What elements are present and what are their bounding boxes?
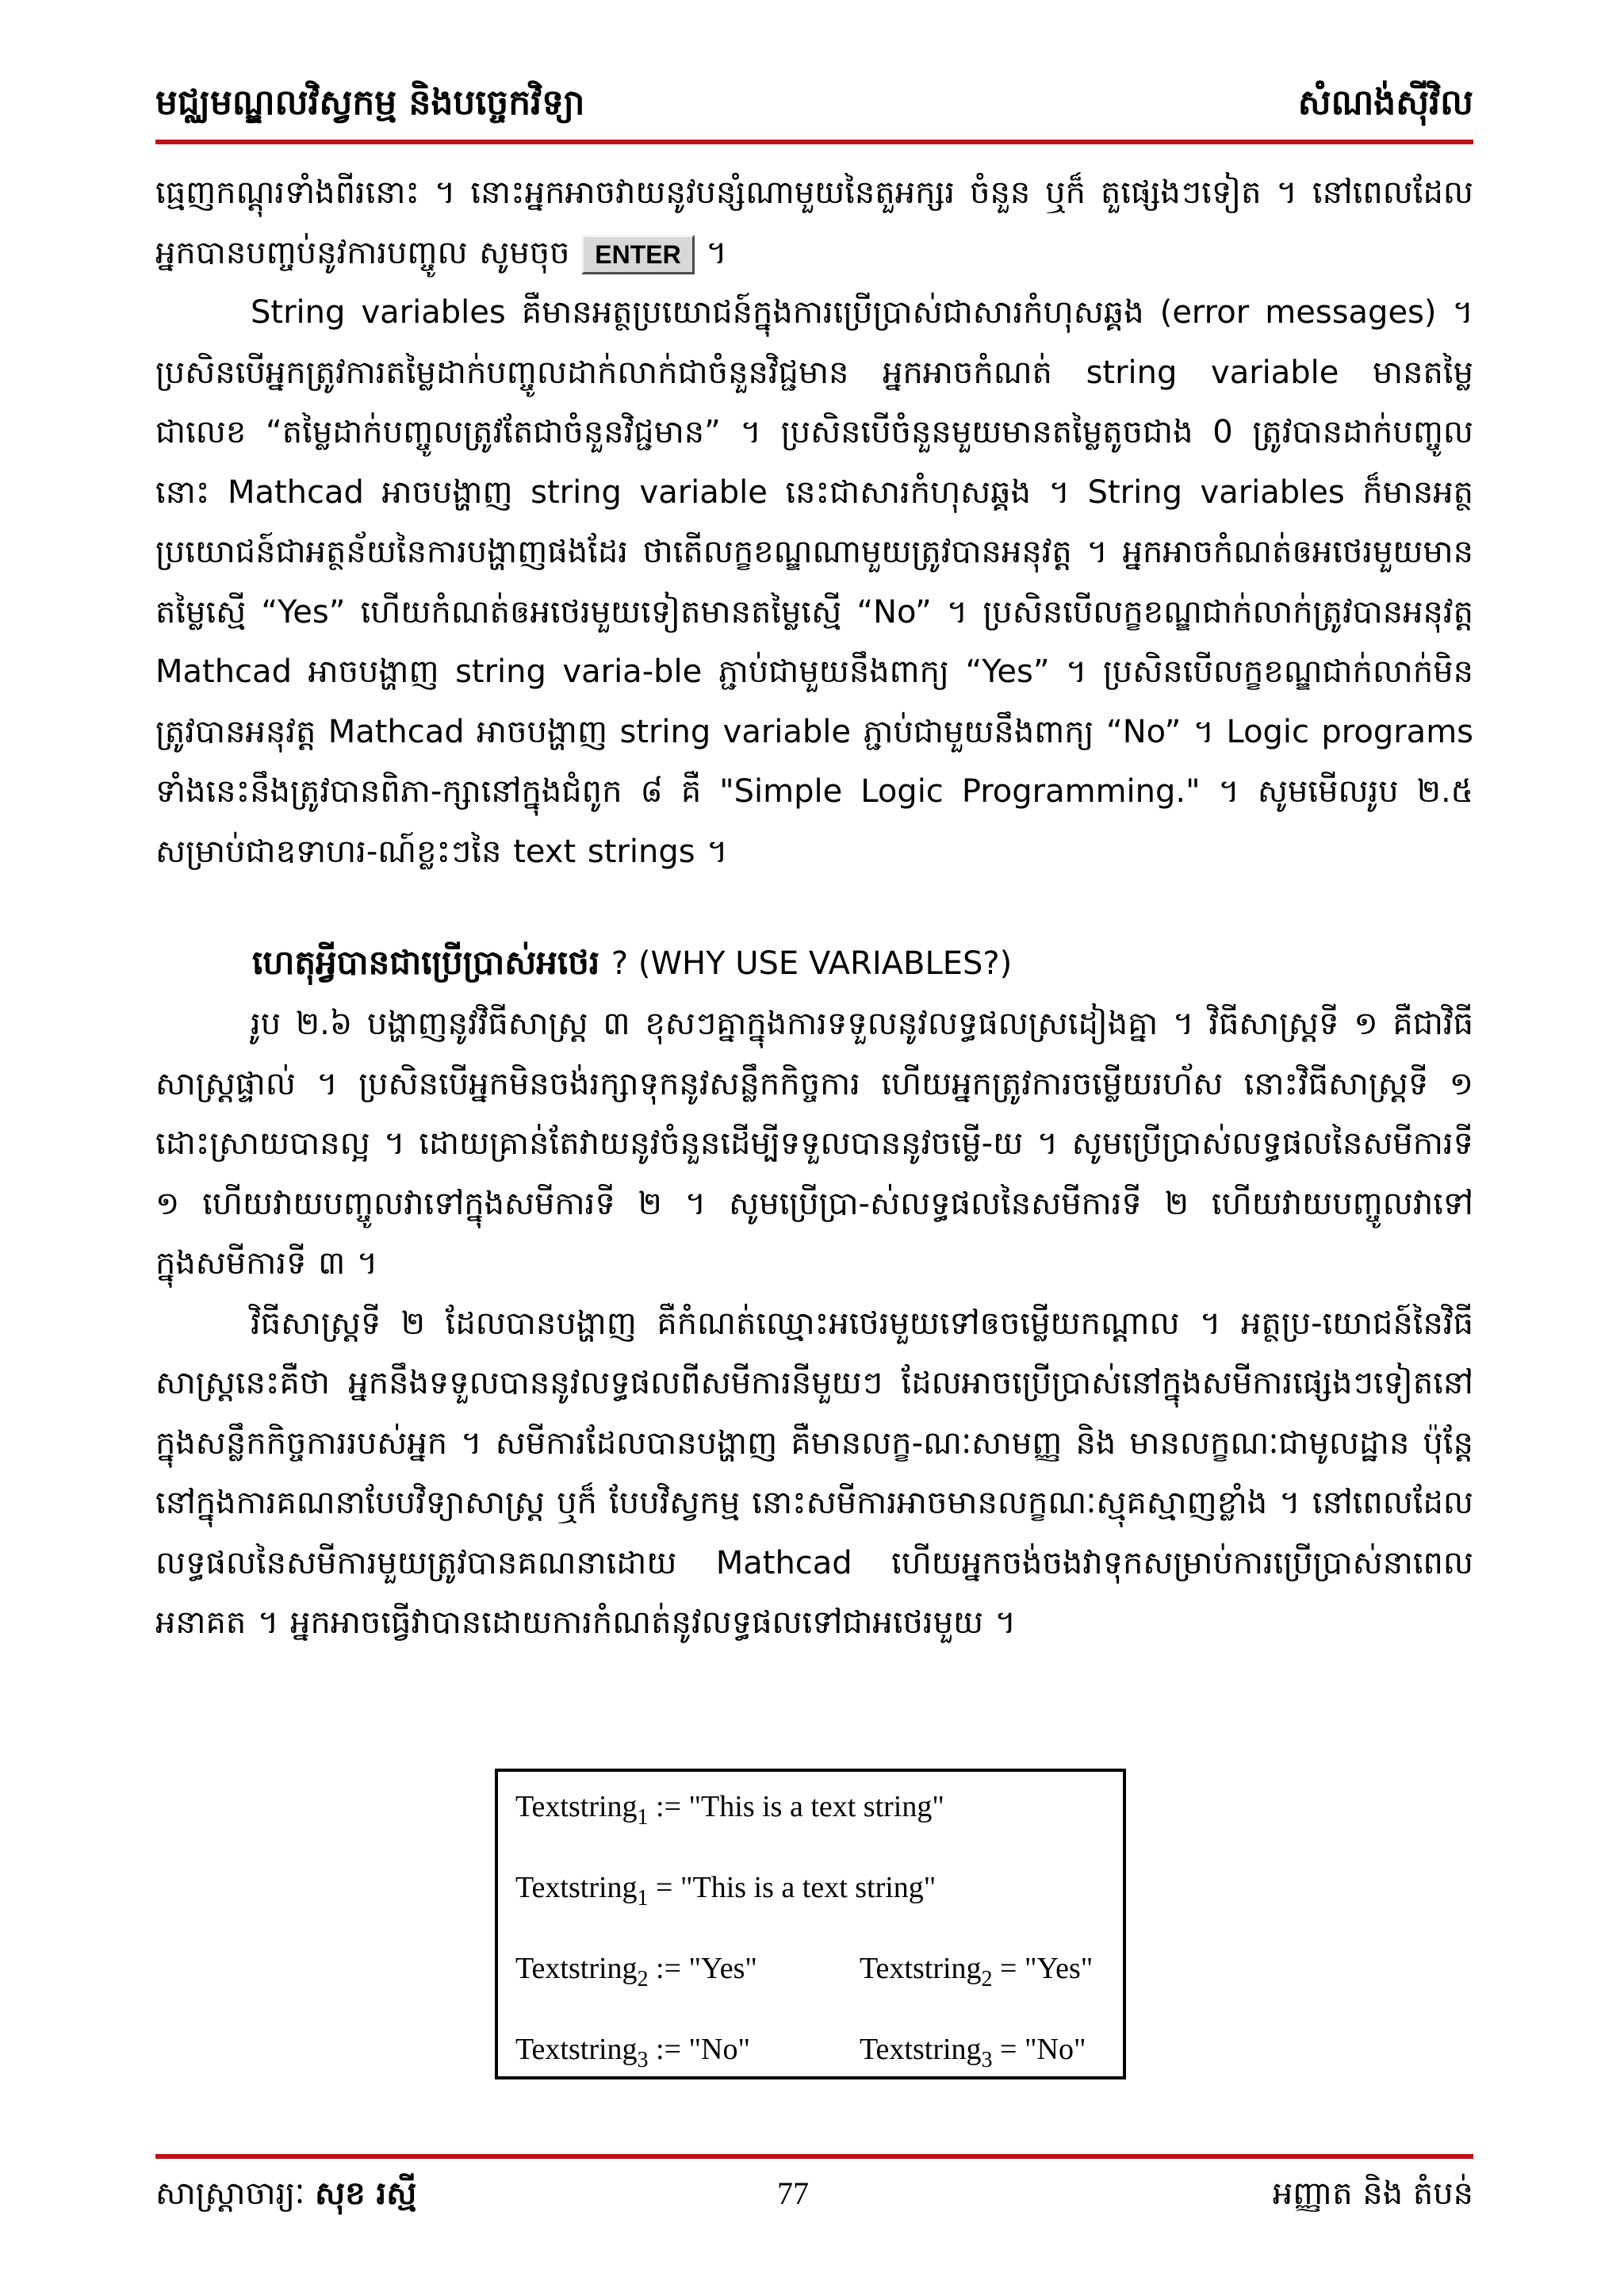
section-heading-en: ? (WHY USE VARIABLES?) — [611, 945, 1013, 982]
footer-author-label: សាស្ត្រាចារ្យៈ — [155, 2175, 305, 2212]
section-heading-kh: ហេតុអ្វីបានជាប្រើប្រាស់អថេរ — [252, 943, 600, 982]
mathcad-figure — [495, 1769, 1126, 2079]
paragraph-1 — [155, 163, 1473, 283]
paragraph-4: វិធីសាស្ត្រទី ២ ដែលបានបង្ហាញ គឺកំណត់ឈ្មោះអថេរមួយទៅឲចម្លើយកណ្តាល ។ អត្ថប្រ-យោជន៍នៃវិធីសាស្ត្រនេះគឺថា អ្នកនឹងទទួលបាននូវលទ្ធផលពីសមីការនីមួយៗ ដែលអាចប្រើប្រាស់នៅក្នុងសមីការផ្សេងៗទៀតនៅក្នុងសន្លឹកកិច្ចការរបស់អ្នក ។ សមីការដែលបានបង្ហាញ គឺមានលក្ខ-ណៈសាមញ្ញ និង មានលក្ខណៈជាមូលដ្ឋាន ប៉ុន្តែនៅក្នុងការគណនាបែបវិទ្យាសាស្ត្រ ឬក៏ បែបវិស្វកម្ម នោះសមីការអាចមានលក្ខណៈស្មុគស្មាញខ្លាំង ។ នៅពេលដែលលទ្ធផលនៃសមីការមួយត្រូវបានគណនាដោយ Mathcad ហើយអ្នកចង់ចងវាទុកសម្រាប់ការប្រើប្រាស់នាពេលអនាគត ។ អ្នកអាចធ្វើវាបានដោយការកំណត់នូវលទ្ធផលទៅជាអថេរមួយ ។ — [155, 1305, 1473, 1641]
enter-key-icon: ENTER — [581, 235, 694, 274]
body-section-2 — [155, 995, 1473, 1654]
figure-line-1: Textstring$_1$ := "This is a text string" — [515, 1790, 944, 1830]
header-subject: សំណង់ស៊ីវិល — [1297, 82, 1473, 123]
figure-line-3-eval: Textstring$_2$ = "Yes" — [860, 1952, 1094, 1991]
paragraph-2: String variables គឺមានអត្ថប្រយោជន៍ក្នុងការប្រើប្រាស់ជាសារកំហុសឆ្គង (error messages) ។ ប្រសិនបើអ្នកត្រូវការតម្លៃដាក់បញ្ចូលដាក់លាក់ជាចំនួនវិជ្ជមាន អ្នកអាចកំណត់ string variable មានតម្លៃជាលេខ “តម្លៃដាក់បញ្ចូលត្រូវតែជាចំនួនវិជ្ជមាន” ។ ប្រសិនបើចំនួនមួយមានតម្លៃតូចជាង 0 ត្រូវបានដាក់បញ្ចូល នោះ Mathcad អាចបង្ហាញ string variable នេះជាសារកំហុសឆ្គង ។ String variables ក៏មានអត្ថប្រយោជន៍ជាអត្ថន័យនៃការបង្ហាញផងដែរ ថាតើលក្ខខណ្ឌណាមួយត្រូវបានអនុវត្ត ។ អ្នកអាចកំណត់ឲអថេរមួយមានតម្លៃស្មើ “Yes” ហើយកំណត់ឲអថេរមួយទៀតមានតម្លៃស្មើ “No” ។ ប្រសិនបើលក្ខខណ្ឌជាក់លាក់ត្រូវបានអនុវត្ត Mathcad អាចបង្ហាញ string varia-ble ភ្ជាប់ជាមួយនឹងពាក្យ “Yes” ។ ប្រសិនបើលក្ខខណ្ឌជាក់លាក់មិនត្រូវបានអនុវត្ត Mathcad អាចបង្ហាញ string variable ភ្ជាប់ជាមួយនឹងពាក្យ “No” ។ Logic programs ទាំងនេះនឹងត្រូវបានពិភា-ក្សានៅក្នុងជំពូក ៨ គឺ "Simple Logic Programming." ។ សូមមើលរូប ២.៥ សម្រាប់ជាឧទាហរ-ណ៍ខ្លះៗនៃ text strings ។ — [155, 294, 1473, 870]
paragraph-1-text: ធ្មេញកណ្តុរទាំងពីរនោះ ។ នោះអ្នកអាចវាយនូវបន្សំណាមួយនៃតួអក្សរ ចំនួន ឬក៏ តួផ្សេងៗទៀត ។ នៅពេលដែលអ្នកបានបញ្ចប់នូវការបញ្ចូល សូមចុច — [155, 174, 1473, 271]
figure-line-2: Textstring$_1$ = "This is a text string" — [515, 1871, 936, 1911]
figure-line-4-assign: Textstring$_3$ := "No" — [515, 2033, 751, 2072]
paragraph-1-end: ។ — [706, 234, 727, 271]
footer-chapter: អញ្ញាត និង តំបន់ — [1272, 2175, 1473, 2212]
footer-author-name: សុខ រស្មី — [315, 2175, 417, 2212]
figure-line-4-eval: Textstring$_3$ = "No" — [860, 2033, 1086, 2072]
footer-rule — [155, 2154, 1473, 2159]
footer-author — [155, 2170, 416, 2217]
page-number: 77 — [777, 2175, 809, 2211]
paragraph-3: រូប ២.៦ បង្ហាញនូវវិធីសាស្ត្រ ៣ ខុសៗគ្នាក្នុងការទទួលនូវលទ្ធផលស្រដៀងគ្នា ។ វិធីសាស្ត្រទី ១ គឺជាវិធីសាស្ត្រផ្ទាល់ ។ ប្រសិនបើអ្នកមិនចង់រក្សាទុកនូវសន្លឹកកិច្ចការ ហើយអ្នកត្រូវការចម្លើយរហ័ស នោះវិធីសាស្ត្រទី ១ ដោះស្រាយបានល្អ ។ ដោយគ្រាន់តែវាយនូវចំនួនដើម្បីទទួលបាននូវចម្លើ-យ ។ សូមប្រើប្រាស់លទ្ធផលនៃសមីការទី ១ ហើយវាយបញ្ចូលវាទៅក្នុងសមីការទី ២ ។ សូមប្រើប្រា-ស់លទ្ធផលនៃសមីការទី ២ ហើយវាយបញ្ចូលវាទៅក្នុងសមីការទី ៣ ។ — [155, 1006, 1473, 1282]
figure-line-3-assign: Textstring$_2$ := "Yes" — [515, 1952, 757, 1991]
header-title: មជ្ឈមណ្ឌលវិស្វកម្ម និងបច្ចេកវិទ្យា — [155, 82, 585, 123]
body-section-1 — [155, 163, 1473, 882]
header-rule — [155, 140, 1473, 144]
section-heading — [252, 934, 1012, 992]
